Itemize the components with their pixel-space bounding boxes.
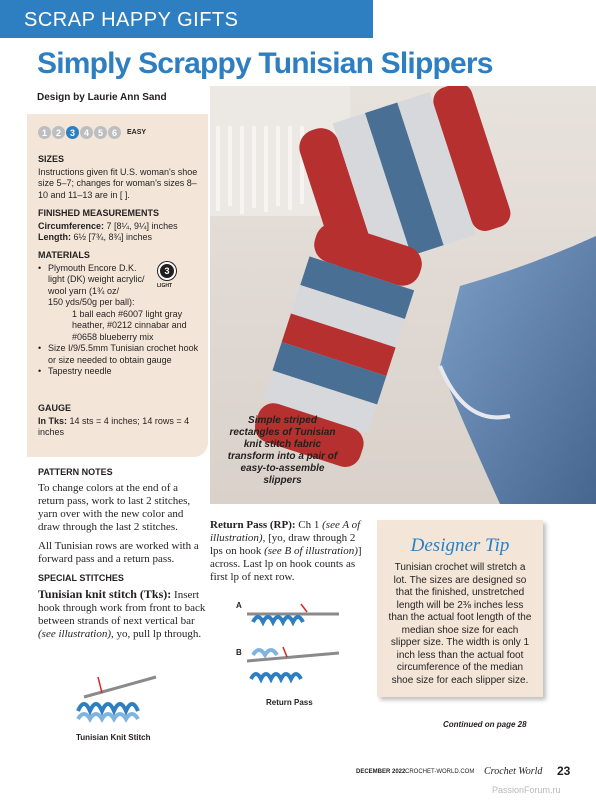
return-pass-illustration-a (243, 600, 343, 630)
rp-text-2: , [yo, draw through 2 lps on hook (210, 532, 356, 557)
tunisian-knit-stitch-text (38, 588, 206, 641)
tks-heading: Tunisian knit stitch (Tks): (38, 587, 172, 601)
skill-level-indicator (38, 126, 146, 139)
yarn-line: • Plymouth Encore D.K. (48, 262, 137, 273)
length-label: Length: (38, 232, 71, 242)
tunisian-knit-stitch-illustration (70, 671, 160, 726)
pattern-notes-heading: PATTERN NOTES (38, 467, 113, 477)
yarn-weight-icon: 3 (158, 262, 176, 280)
designer-tip-title: Designer Tip (410, 535, 510, 556)
continued-note: Continued on page 28 (443, 720, 527, 729)
designer-tip-text: Tunisian crochet will stretch a lot. The sizes are designed so that the finished, unstretched length will be 2⅜ inches less than the actual foot length of the median shoe size for each slipper size. The width is only 1 inch less than the actual foot circumference of the median shoe size for each slipper size. (388, 562, 532, 686)
gauge-section (38, 403, 203, 439)
pattern-note-1: To change colors at the end of a return pass, work to last 2 stitches, yarn over with the new color and draw through the last 2 stitches. (38, 482, 191, 533)
gauge-label: In Tks: (38, 415, 68, 426)
return-pass-heading: Return Pass (RP): (210, 519, 296, 531)
finished-measurements-section (38, 208, 203, 244)
rp-text-3: ] across. Last lp on hook counts as first lp of next row. (210, 545, 362, 583)
skill-level-1: 1 (38, 126, 51, 139)
return-pass-illustration-label: Return Pass (266, 698, 313, 707)
tks-body: Insert hook through work from front to back between strands of next vertical bar (38, 589, 206, 627)
rp-ref-a: (see A of illustration) (210, 519, 361, 544)
return-pass-text (210, 519, 367, 584)
gauge-text: 14 sts = 4 inches; 14 rows = 4 inches (38, 415, 190, 437)
finished-heading: FINISHED MEASUREMENTS (38, 208, 160, 218)
skill-level-3-active: 3 (66, 126, 79, 139)
article-title: Simply Scrappy Tunisian Slippers (37, 47, 493, 80)
materials-heading: MATERIALS (38, 250, 90, 260)
rp-ref-b: (see B of illustration) (264, 545, 358, 557)
section-banner-text: SCRAP HAPPY GIFTS (24, 9, 239, 31)
circumference-value: 7 [8¼, 9¼] inches (104, 220, 178, 231)
gauge-heading: GAUGE (38, 403, 72, 413)
materials-section (38, 250, 203, 378)
material-yarn (38, 263, 203, 344)
yarn-line: wool yarn (1¾ oz/ (48, 285, 120, 296)
footer-issue-date: DECEMBER 2022 (356, 769, 406, 775)
yarn-line: 150 yds/50g per ball): (48, 297, 135, 307)
yarn-colors-line: #0658 blueberry mix (72, 331, 154, 342)
sizes-heading: SIZES (38, 154, 65, 164)
yarn-weight-label: LIGHT (157, 283, 172, 289)
circumference-label: Circumference: (38, 220, 105, 231)
material-needle: • Tapestry needle (38, 366, 203, 378)
pattern-note-2: All Tunisian rows are worked with a forward pass and a return pass. (38, 540, 199, 565)
watermark: PassionForum.ru (492, 785, 561, 795)
sizes-text: Instructions given fit U.S. woman's shoe size 5–7; changes for woman's sizes 8–10 and 11–13 are in [ ]. (38, 166, 198, 200)
yarn-colors-line: 1 ball each #6007 light gray (72, 308, 183, 319)
tks-illustration-ref: (see illustration) (38, 628, 112, 640)
knit-stitch-illustration-label: Tunisian Knit Stitch (76, 733, 151, 742)
tks-end: , yo, pull lp through. (111, 628, 202, 640)
byline: Design by Laurie Ann Sand (37, 92, 167, 103)
footer-magazine-name: Crochet World (484, 766, 543, 777)
footer-website: CROCHET-WORLD.COM (405, 769, 475, 775)
skill-level-2: 2 (52, 126, 65, 139)
illustration-b-label: B (236, 648, 242, 657)
skill-level-5: 5 (94, 126, 107, 139)
length-value: 6½ [7¾, 8¾] inches (71, 232, 153, 242)
sizes-section (38, 154, 198, 201)
skill-level-label: EASY (127, 129, 147, 136)
return-pass-illustration-b (243, 643, 343, 693)
rp-text-1: Ch 1 (295, 519, 323, 531)
pattern-notes (38, 466, 206, 647)
page-number: 23 (557, 764, 571, 778)
yarn-line: light (DK) weight acrylic/ (48, 274, 145, 284)
skill-level-6: 6 (108, 126, 121, 139)
material-hook: • Size I/9/5.5mm Tunisian crochet hook or size needed to obtain gauge (38, 343, 203, 366)
illustration-a-label: A (236, 601, 242, 610)
special-stitches-heading: SPECIAL STITCHES (38, 573, 124, 583)
yarn-colors-line: heather, #0212 cinnabar and (72, 320, 187, 330)
photo-caption: Simple striped rectangles of Tunisian knit stitch fabric transform into a pair of easy-to-assemble slippers (227, 415, 338, 486)
skill-level-4: 4 (80, 126, 93, 139)
